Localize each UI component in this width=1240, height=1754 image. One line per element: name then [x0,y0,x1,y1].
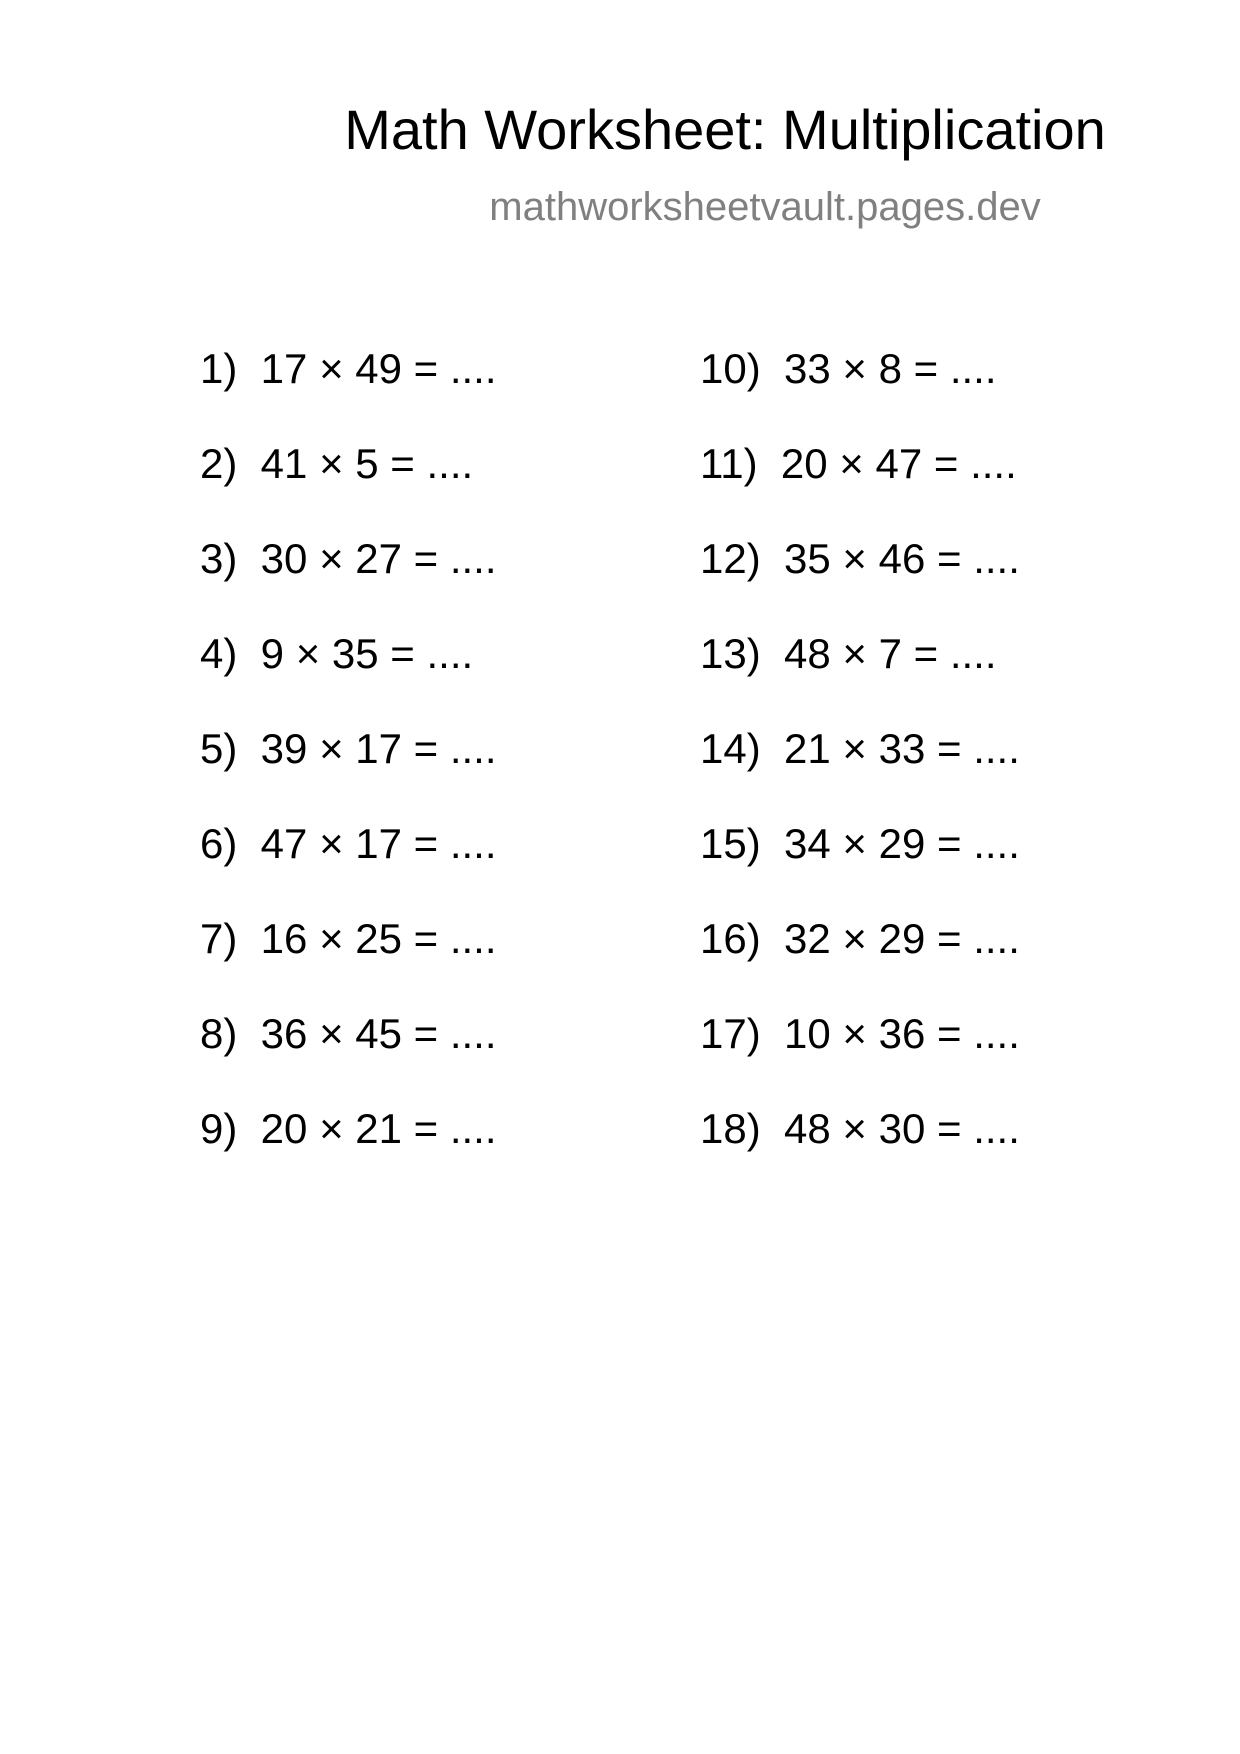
problem-9: 9) 20 × 21 = .... [200,1105,497,1152]
problem-14: 14) 21 × 33 = .... [700,725,1020,772]
problem-17: 17) 10 × 36 = .... [700,1010,1020,1057]
problem-8: 8) 36 × 45 = .... [200,1010,497,1057]
problem-11: 11) 20 × 47 = .... [700,440,1017,487]
problem-5: 5) 39 × 17 = .... [200,725,497,772]
problem-6: 6) 47 × 17 = .... [200,820,497,867]
problem-2: 2) 41 × 5 = .... [200,440,474,487]
problem-4: 4) 9 × 35 = .... [200,630,474,677]
problem-12: 12) 35 × 46 = .... [700,535,1020,582]
source-url: mathworksheetvault.pages.dev [489,185,1041,229]
problem-13: 13) 48 × 7 = .... [700,630,997,677]
problem-7: 7) 16 × 25 = .... [200,915,497,962]
problem-15: 15) 34 × 29 = .... [700,820,1020,867]
problem-3: 3) 30 × 27 = .... [200,535,497,582]
problem-10: 10) 33 × 8 = .... [700,345,997,392]
page-title: Math Worksheet: Multiplication [344,98,1106,161]
problem-16: 16) 32 × 29 = .... [700,915,1020,962]
problem-18: 18) 48 × 30 = .... [700,1105,1020,1152]
problem-1: 1) 17 × 49 = .... [200,345,497,392]
